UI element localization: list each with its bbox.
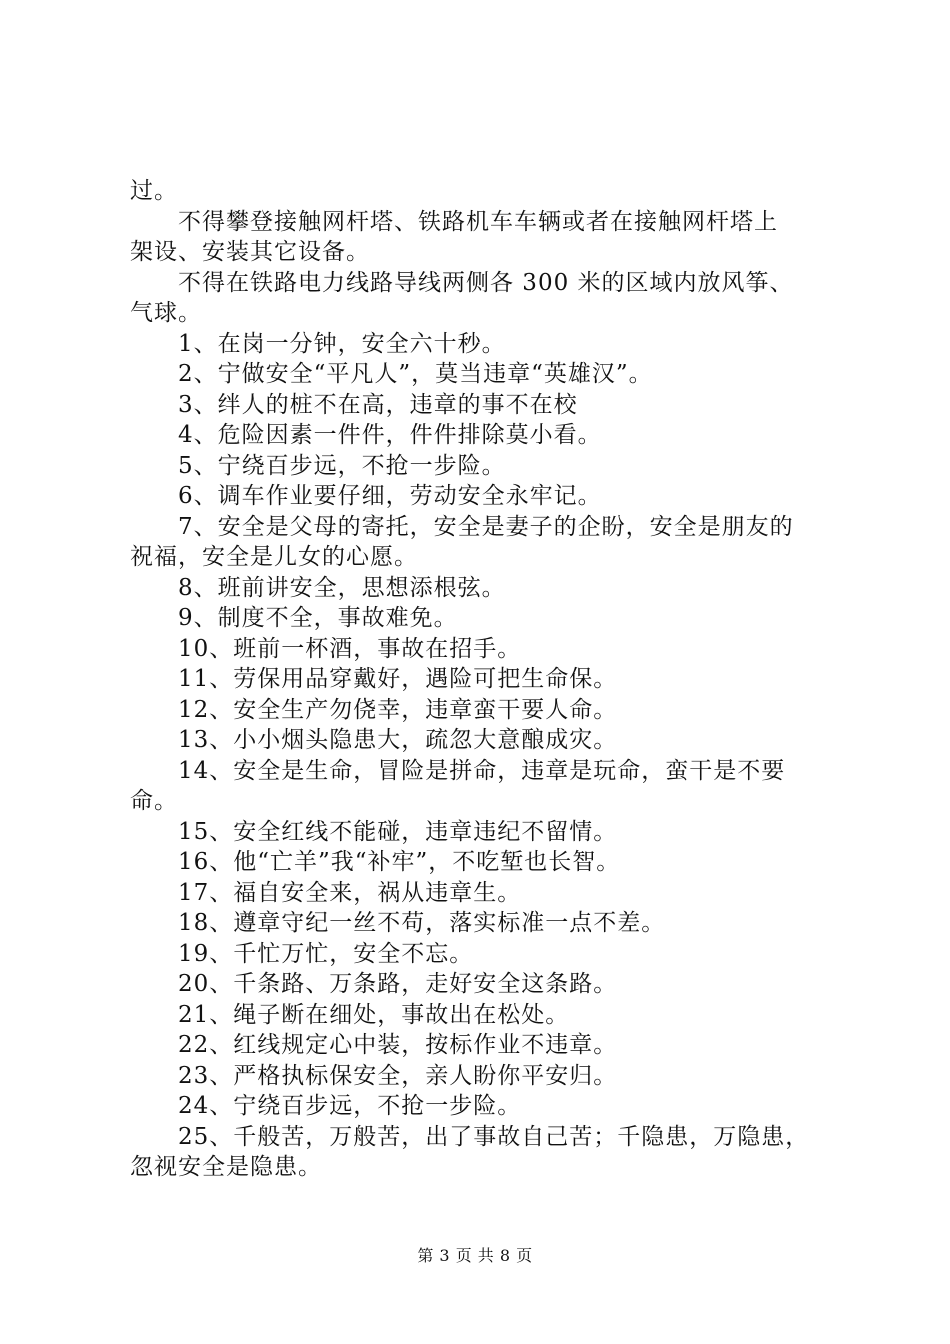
document-body bbox=[130, 176, 840, 1183]
text-line: 24、宁绕百步远，不抢一步险。 bbox=[178, 1093, 522, 1119]
text-line: 12、安全生产勿侥幸，违章蛮干要人命。 bbox=[178, 696, 618, 723]
text-line: 19、千忙万忙，安全不忘。 bbox=[178, 940, 474, 967]
page-footer: 第 3 页 共 8 页 bbox=[417, 1246, 533, 1265]
text-line: 23、严格执标保安全，亲人盼你平安归。 bbox=[178, 1062, 618, 1089]
text-line: 14、安全是生命，冒险是拼命，违章是玩命，蛮干是不要 bbox=[178, 757, 786, 784]
text-line: 16、他“亡羊”我“补牢”，不吃堑也长智。 bbox=[178, 849, 621, 875]
text-line: 4、危险因素一件件，件件排除莫小看。 bbox=[178, 422, 602, 448]
text-line: 10、班前一杯酒，事故在招手。 bbox=[178, 635, 522, 662]
text-line: 3、绊人的桩不在高，违章的事不在校 bbox=[178, 391, 578, 418]
text-line: 21、绳子断在细处，事故出在松处。 bbox=[178, 1001, 570, 1028]
text-line: 9、制度不全，事故难免。 bbox=[178, 605, 458, 631]
text-line: 1、在岗一分钟，安全六十秒。 bbox=[178, 330, 506, 357]
text-line: 命。 bbox=[130, 788, 178, 814]
text-line: 不得在铁路电力线路导线两侧各 300 米的区域内放风筝、 bbox=[178, 269, 794, 296]
text-line: 6、调车作业要仔细，劳动安全永牢记。 bbox=[178, 483, 602, 509]
text-line: 22、红线规定心中装，按标作业不违章。 bbox=[178, 1032, 618, 1058]
text-line: 11、劳保用品穿戴好，遇险可把生命保。 bbox=[178, 666, 618, 692]
text-line: 7、安全是父母的寄托，安全是妻子的企盼，安全是朋友的 bbox=[178, 513, 794, 540]
text-line: 2、宁做安全“平凡人”，莫当违章“英雄汉”。 bbox=[178, 361, 653, 387]
text-line: 架设、安装其它设备。 bbox=[130, 239, 370, 265]
text-line: 祝福，安全是儿女的心愿。 bbox=[130, 544, 418, 570]
text-line: 15、安全红线不能碰，违章违纪不留情。 bbox=[178, 818, 618, 845]
text-line: 忽视安全是隐患。 bbox=[130, 1154, 322, 1180]
text-line: 5、宁绕百步远，不抢一步险。 bbox=[178, 452, 506, 479]
text-line: 17、福自安全来，祸从违章生。 bbox=[178, 879, 522, 906]
text-line: 不得攀登接触网杆塔、铁路机车车辆或者在接触网杆塔上 bbox=[178, 208, 778, 235]
text-line: 18、遵章守纪一丝不苟，落实标准一点不差。 bbox=[178, 910, 666, 936]
text-line: 13、小小烟头隐患大，疏忽大意酿成灾。 bbox=[178, 727, 618, 753]
text-line: 25、千般苦，万般苦，出了事故自己苦；千隐患，万隐患， bbox=[178, 1123, 810, 1150]
text-line: 气球。 bbox=[130, 300, 202, 326]
text-line: 过。 bbox=[130, 178, 178, 204]
text-line: 20、千条路、万条路，走好安全这条路。 bbox=[178, 971, 618, 997]
text-line: 8、班前讲安全，思想添根弦。 bbox=[178, 574, 506, 601]
